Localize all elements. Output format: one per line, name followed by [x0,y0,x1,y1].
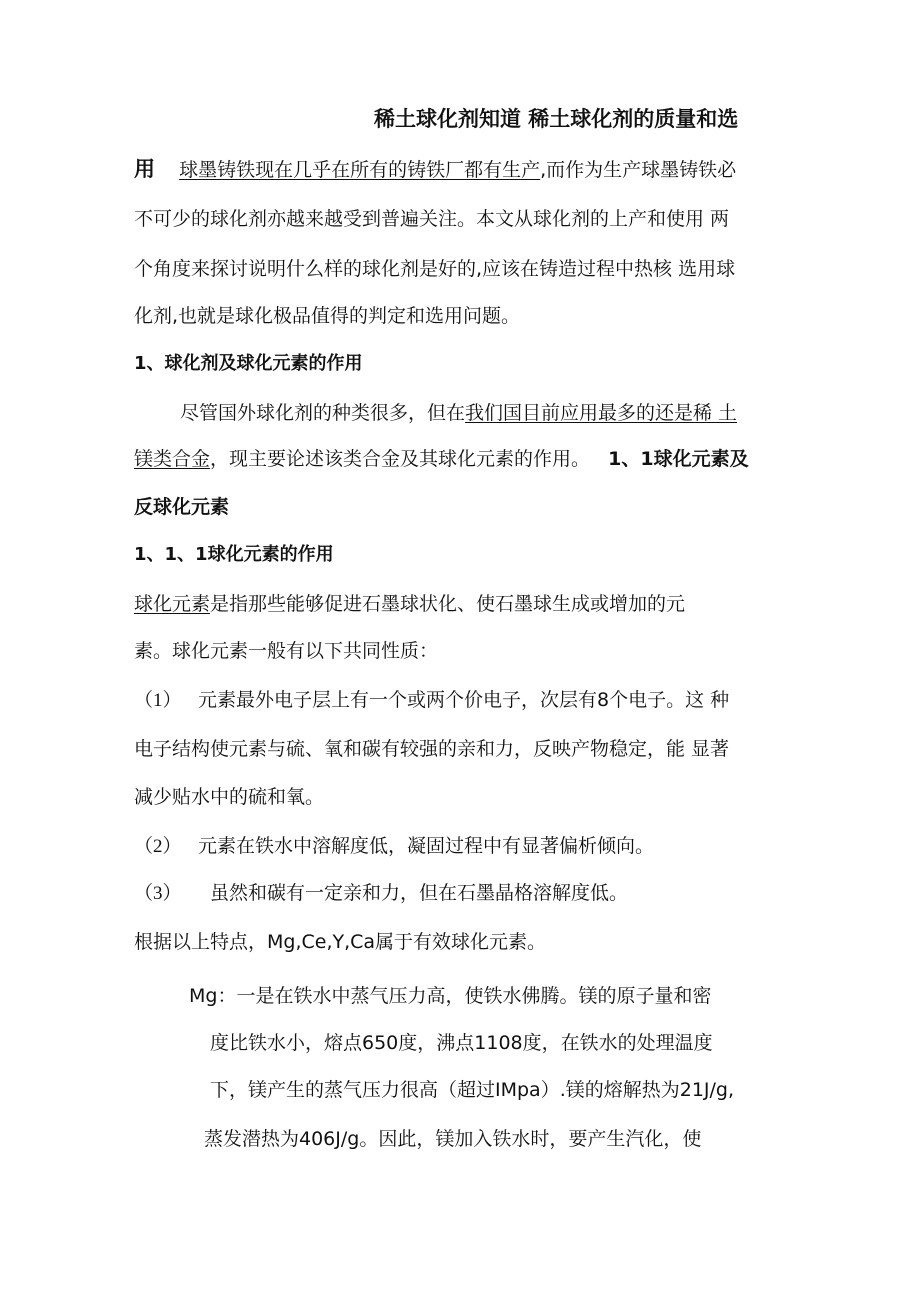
definition-text: 是指那些能够促进石墨球状化、使石墨球生成或增加的元 [210,593,686,615]
para-underlined-text: 镁类合金 [134,448,211,470]
intro-line-3: 个角度来探讨说明什么样的球化剂是好的,应该在铸造过程中热核 选用球 [134,258,736,280]
definition-line-1 [134,591,685,617]
list-item-1-line-2: 电子结构使元素与硫、氧和碳有较强的亲和力，反映产物稳定，能 显著 [134,738,730,760]
section-1-para-line-1 [180,400,737,426]
intro-line-1 [134,156,736,183]
list-item-1-line-1 [134,687,729,714]
section-1-heading: 1、球化剂及球化元素的作用 [134,353,363,374]
list-item-text: 元素最外电子层上有一个或两个价电子，次层有8个电子。这 种 [198,689,730,711]
intro-line-2: 不可少的球化剂亦越来越受到普遍关注。本文从球化剂的上产和使用 两 [134,208,730,230]
para-underlined-text: 我们国目前应用最多的还是稀 土 [465,402,738,424]
mg-line-4: 蒸发潜热为406J/g。因此，镁加入铁水时，要产生汽化，使 [204,1128,702,1150]
intro-underlined-text: 球墨铸铁现在几乎在所有的铸铁厂都有生产 [179,159,541,181]
list-item-text: 虽然和碳有一定亲和力，但在石墨晶格溶解度低。 [210,882,629,904]
list-number: （2） [134,836,182,857]
intro-text: ,而作为生产球墨铸铁必 [540,159,737,181]
section-1-para-line-2 [134,446,749,472]
definition-line-2: 素。球化元素一般有以下共同性质： [134,640,439,662]
list-item-2 [134,833,654,860]
list-item-1-line-3: 减少贴水中的硫和氧。 [134,786,325,808]
mg-line-2: 度比铁水小，熔点650度，沸点1108度，在铁水的处理温度 [210,1032,713,1054]
list-number: （3） [134,883,182,904]
conclusion-line: 根据以上特点，Mg,Ce,Y,Ca属于有效球化元素。 [134,931,547,953]
subsection-1-1-heading: 1、1球化元素及 [608,448,749,470]
para-text: 尽管国外球化剂的种类很多，但在 [180,402,466,424]
mg-line-1: Mg：一是在铁水中蒸气压力高，使铁水佛腾。镁的原子量和密 [189,985,712,1007]
subsection-1-1-1-heading: 1、1、1球化元素的作用 [134,544,334,565]
title-continuation: 用 [134,157,155,181]
para-text: ，现主要论述该类合金及其球化元素的作用。 [210,448,591,470]
list-item-3 [134,880,628,907]
document-title: 稀土球化剂知道 稀土球化剂的质量和选 [374,107,739,131]
definition-term: 球化元素 [134,593,211,615]
list-item-text: 元素在铁水中溶解度低，凝固过程中有显著偏析倾向。 [198,835,655,857]
mg-line-3: 下，镁产生的蒸气压力很高（超过IMpa）.镁的熔解热为21J/g, [210,1079,735,1101]
intro-line-4: 化剂,也就是球化极品值得的判定和选用问题。 [134,305,521,327]
subsection-1-1-heading-cont: 反球化元素 [134,496,230,518]
list-number: （1） [134,690,182,711]
